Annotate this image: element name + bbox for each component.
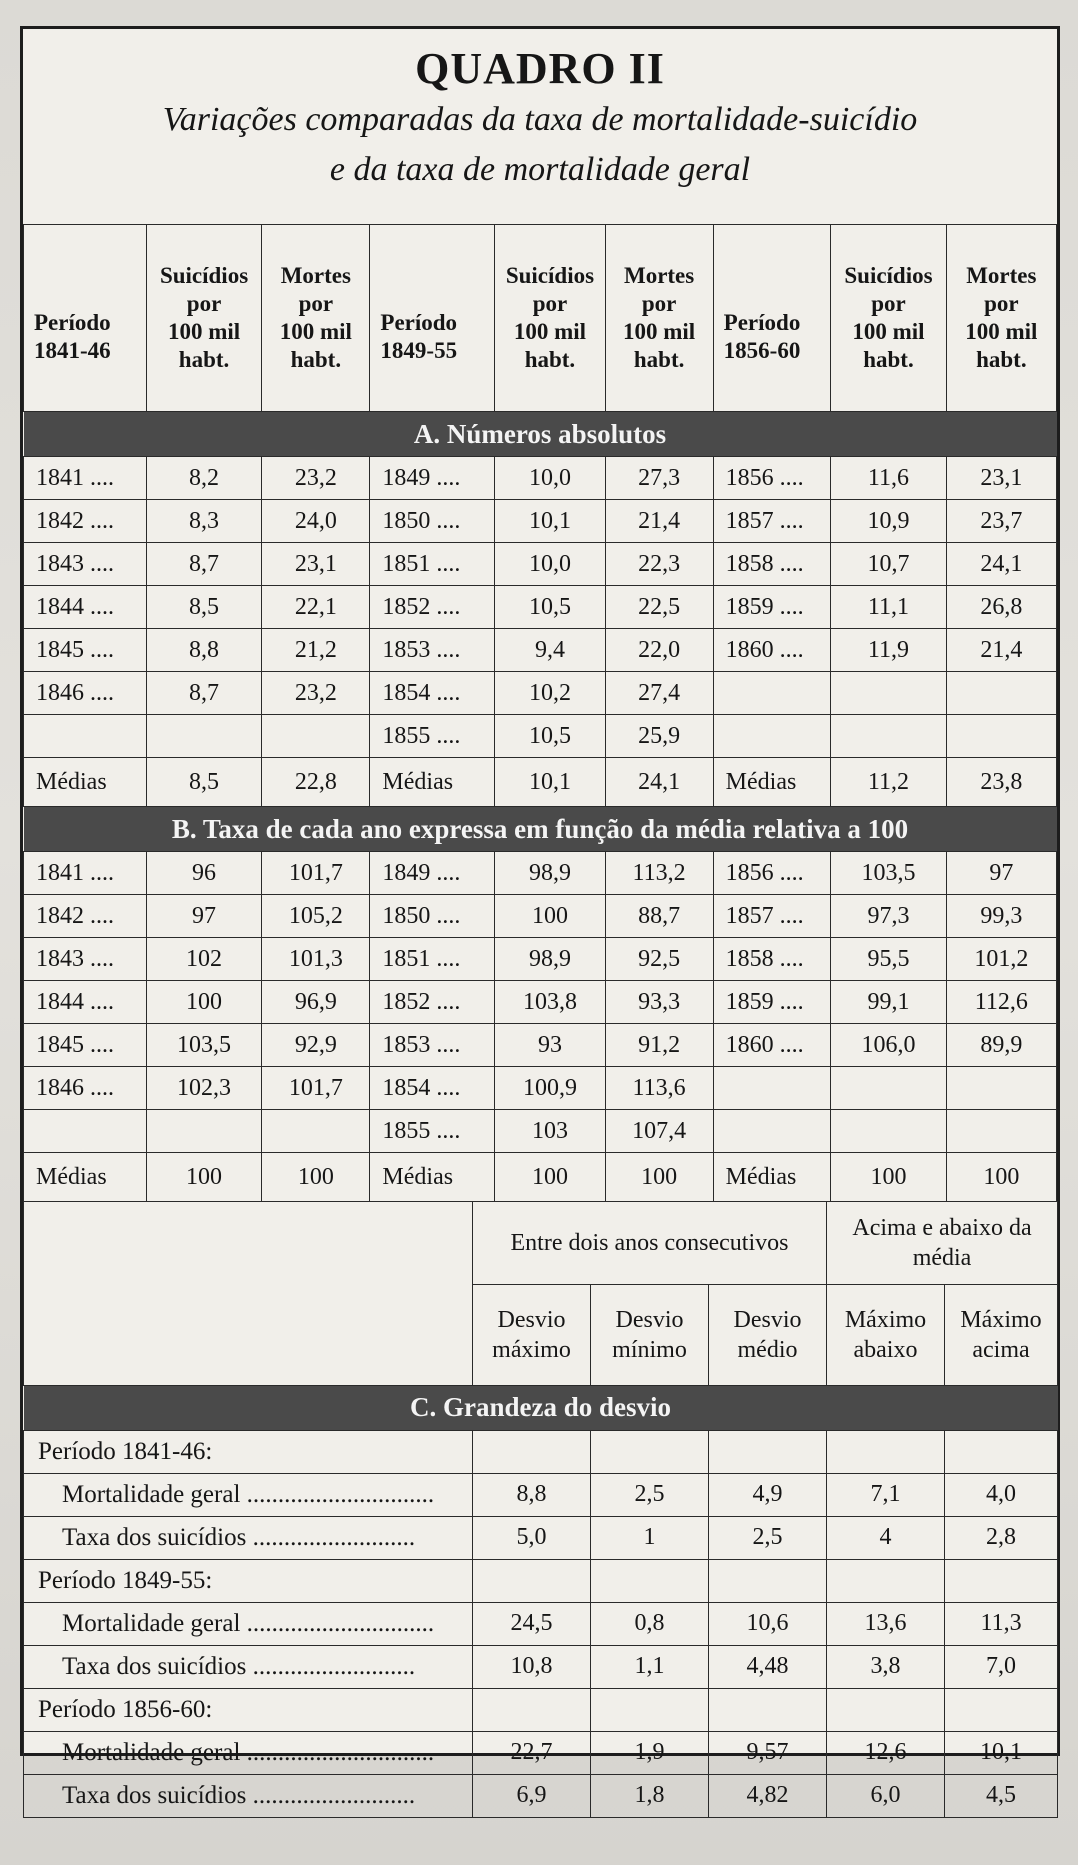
- value-cell: [262, 1110, 370, 1153]
- value-cell: [146, 1110, 261, 1153]
- value-cell: 8,3: [146, 500, 261, 543]
- year-cell: [24, 715, 147, 758]
- value-cell: 10,5: [495, 586, 605, 629]
- title-area: [23, 29, 1057, 224]
- value-cell: 8,7: [146, 672, 261, 715]
- value-cell: 113,6: [605, 1067, 713, 1110]
- value-cell: 10,0: [495, 543, 605, 586]
- value-cell: 88,7: [605, 895, 713, 938]
- value-cell: 113,2: [605, 852, 713, 895]
- value-cell: 93,3: [605, 981, 713, 1024]
- header-period-2: Período 1849-55: [370, 225, 495, 412]
- year-cell: [713, 1110, 831, 1153]
- value-cell: 97,3: [831, 895, 946, 938]
- year-cell: 1846 ....: [24, 1067, 147, 1110]
- year-cell: 1845 ....: [24, 1024, 147, 1067]
- year-cell: 1860 ....: [713, 629, 831, 672]
- deviation-table: [23, 1201, 1058, 1818]
- year-cell: 1855 ....: [370, 1110, 495, 1153]
- value-cell: 95,5: [831, 938, 946, 981]
- value-cell: 10,1: [495, 500, 605, 543]
- deviation-row: [24, 1473, 1058, 1516]
- table-row: [24, 500, 1057, 543]
- value-cell: 24,1: [946, 543, 1056, 586]
- year-cell: 1846 ....: [24, 672, 147, 715]
- table-row: [24, 981, 1057, 1024]
- value-cell: 1,9: [591, 1731, 709, 1774]
- empty-cell: [945, 1559, 1058, 1602]
- empty-cell: [827, 1559, 945, 1602]
- value-cell: 21,4: [946, 629, 1056, 672]
- value-cell: 107,4: [605, 1110, 713, 1153]
- value-cell: 23,8: [946, 758, 1056, 807]
- year-cell: Médias: [370, 758, 495, 807]
- year-cell: 1843 ....: [24, 938, 147, 981]
- year-cell: Médias: [24, 1153, 147, 1202]
- table-c-body: [24, 1430, 1058, 1817]
- c-group-consecutive: Entre dois anos consecutivos: [473, 1201, 827, 1284]
- value-cell: 6,0: [827, 1774, 945, 1817]
- year-cell: 1850 ....: [370, 500, 495, 543]
- value-cell: 24,5: [473, 1602, 591, 1645]
- value-cell: 10,2: [495, 672, 605, 715]
- value-cell: 23,1: [262, 543, 370, 586]
- value-cell: 101,3: [262, 938, 370, 981]
- empty-cell: [945, 1688, 1058, 1731]
- year-cell: 1857 ....: [713, 895, 831, 938]
- value-cell: 102: [146, 938, 261, 981]
- row-label: Taxa dos suicídios ..........................: [24, 1516, 473, 1559]
- year-cell: 1856 ....: [713, 457, 831, 500]
- empty-cell: [709, 1430, 827, 1473]
- year-cell: 1859 ....: [713, 981, 831, 1024]
- header-period-1: Período 1841-46: [24, 225, 147, 412]
- value-cell: 22,5: [605, 586, 713, 629]
- value-cell: 10,1: [945, 1731, 1058, 1774]
- value-cell: 8,5: [146, 586, 261, 629]
- value-cell: 22,7: [473, 1731, 591, 1774]
- value-cell: 112,6: [946, 981, 1056, 1024]
- table-a-body: [24, 457, 1057, 807]
- year-cell: 1857 ....: [713, 500, 831, 543]
- year-cell: Médias: [713, 1153, 831, 1202]
- value-cell: [831, 1067, 946, 1110]
- value-cell: 98,9: [495, 938, 605, 981]
- empty-cell: [827, 1430, 945, 1473]
- value-cell: 2,8: [945, 1516, 1058, 1559]
- row-label: Mortalidade geral ..............................: [24, 1602, 473, 1645]
- deviation-row: [24, 1731, 1058, 1774]
- value-cell: 105,2: [262, 895, 370, 938]
- row-label: Mortalidade geral ..............................: [24, 1731, 473, 1774]
- value-cell: 22,0: [605, 629, 713, 672]
- table-b-body: [24, 852, 1057, 1202]
- header-period-3: Período 1856-60: [713, 225, 831, 412]
- value-cell: 106,0: [831, 1024, 946, 1067]
- value-cell: 92,9: [262, 1024, 370, 1067]
- main-table: [23, 224, 1057, 1202]
- value-cell: 100: [946, 1153, 1056, 1202]
- section-b-title: B. Taxa de cada ano expressa em função da média relativa a 100: [24, 807, 1057, 852]
- value-cell: 4,5: [945, 1774, 1058, 1817]
- table-row: [24, 758, 1057, 807]
- value-cell: 25,9: [605, 715, 713, 758]
- subtitle-line-1: Variações comparadas da taxa de mortalidade-suicídio: [162, 101, 918, 138]
- value-cell: 4,82: [709, 1774, 827, 1817]
- value-cell: 1,8: [591, 1774, 709, 1817]
- year-cell: 1851 ....: [370, 938, 495, 981]
- value-cell: 10,0: [495, 457, 605, 500]
- value-cell: [946, 672, 1056, 715]
- value-cell: 102,3: [146, 1067, 261, 1110]
- value-cell: 13,6: [827, 1602, 945, 1645]
- page-title: QUADRO II: [415, 44, 665, 93]
- c-col-desvio-minimo: Desvio mínimo: [591, 1284, 709, 1385]
- value-cell: 103,5: [831, 852, 946, 895]
- year-cell: [713, 672, 831, 715]
- value-cell: [831, 715, 946, 758]
- value-cell: 103: [495, 1110, 605, 1153]
- period-label: Período 1841-46:: [24, 1430, 473, 1473]
- value-cell: 11,2: [831, 758, 946, 807]
- value-cell: 93: [495, 1024, 605, 1067]
- period-label: Período 1856-60:: [24, 1688, 473, 1731]
- table-row: [24, 629, 1057, 672]
- empty-cell: [591, 1430, 709, 1473]
- c-col-maximo-acima: Máximo acima: [945, 1284, 1058, 1385]
- year-cell: 1842 ....: [24, 895, 147, 938]
- value-cell: 97: [146, 895, 261, 938]
- value-cell: [946, 715, 1056, 758]
- year-cell: 1859 ....: [713, 586, 831, 629]
- value-cell: 23,2: [262, 457, 370, 500]
- period-row: [24, 1688, 1058, 1731]
- value-cell: 100: [495, 895, 605, 938]
- period-label: Período 1849-55:: [24, 1559, 473, 1602]
- value-cell: 100: [146, 1153, 261, 1202]
- value-cell: 10,9: [831, 500, 946, 543]
- value-cell: 8,8: [473, 1473, 591, 1516]
- year-cell: 1855 ....: [370, 715, 495, 758]
- value-cell: 4,48: [709, 1645, 827, 1688]
- table-row: [24, 457, 1057, 500]
- c-col-desvio-medio: Desvio médio: [709, 1284, 827, 1385]
- value-cell: 22,8: [262, 758, 370, 807]
- value-cell: [262, 715, 370, 758]
- year-cell: 1842 ....: [24, 500, 147, 543]
- value-cell: 23,1: [946, 457, 1056, 500]
- value-cell: 27,4: [605, 672, 713, 715]
- value-cell: 9,57: [709, 1731, 827, 1774]
- value-cell: 8,2: [146, 457, 261, 500]
- section-c-title: C. Grandeza do desvio: [24, 1385, 1058, 1430]
- value-cell: 10,5: [495, 715, 605, 758]
- header-suicides-3: Suicídios por 100 mil habt.: [831, 225, 946, 412]
- value-cell: 12,6: [827, 1731, 945, 1774]
- value-cell: 100: [831, 1153, 946, 1202]
- value-cell: 4,9: [709, 1473, 827, 1516]
- value-cell: 101,7: [262, 852, 370, 895]
- header-deaths-1: Mortes por 100 mil habt.: [262, 225, 370, 412]
- deviation-row: [24, 1645, 1058, 1688]
- quadro-frame: [20, 26, 1060, 1809]
- row-label: Taxa dos suicídios ..........................: [24, 1645, 473, 1688]
- value-cell: 11,3: [945, 1602, 1058, 1645]
- value-cell: 2,5: [591, 1473, 709, 1516]
- value-cell: 97: [946, 852, 1056, 895]
- year-cell: 1844 ....: [24, 981, 147, 1024]
- header-row: [24, 225, 1057, 412]
- empty-cell: [945, 1430, 1058, 1473]
- empty-cell: [473, 1430, 591, 1473]
- value-cell: 24,0: [262, 500, 370, 543]
- value-cell: 24,1: [605, 758, 713, 807]
- value-cell: 3,8: [827, 1645, 945, 1688]
- value-cell: 22,3: [605, 543, 713, 586]
- deviation-row: [24, 1774, 1058, 1817]
- value-cell: 23,7: [946, 500, 1056, 543]
- year-cell: [713, 1067, 831, 1110]
- value-cell: 92,5: [605, 938, 713, 981]
- empty-cell: [827, 1688, 945, 1731]
- c-col-maximo-abaixo: Máximo abaixo: [827, 1284, 945, 1385]
- value-cell: [831, 672, 946, 715]
- value-cell: 98,9: [495, 852, 605, 895]
- c-group-average: Acima e abaixo da média: [827, 1201, 1058, 1284]
- table-row: [24, 672, 1057, 715]
- value-cell: 99,1: [831, 981, 946, 1024]
- year-cell: 1852 ....: [370, 586, 495, 629]
- value-cell: 27,3: [605, 457, 713, 500]
- value-cell: 11,9: [831, 629, 946, 672]
- value-cell: [946, 1110, 1056, 1153]
- value-cell: 7,0: [945, 1645, 1058, 1688]
- year-cell: 1854 ....: [370, 672, 495, 715]
- value-cell: 10,1: [495, 758, 605, 807]
- empty-cell: [473, 1559, 591, 1602]
- empty-cell: [709, 1559, 827, 1602]
- year-cell: 1844 ....: [24, 586, 147, 629]
- deviation-row: [24, 1602, 1058, 1645]
- value-cell: 99,3: [946, 895, 1056, 938]
- value-cell: 89,9: [946, 1024, 1056, 1067]
- section-a-title: A. Números absolutos: [24, 412, 1057, 457]
- value-cell: 101,7: [262, 1067, 370, 1110]
- value-cell: [946, 1067, 1056, 1110]
- year-cell: 1856 ....: [713, 852, 831, 895]
- year-cell: 1843 ....: [24, 543, 147, 586]
- value-cell: 2,5: [709, 1516, 827, 1559]
- value-cell: 26,8: [946, 586, 1056, 629]
- value-cell: 103,5: [146, 1024, 261, 1067]
- table-row: [24, 586, 1057, 629]
- value-cell: 11,1: [831, 586, 946, 629]
- table-row: [24, 1024, 1057, 1067]
- period-row: [24, 1559, 1058, 1602]
- year-cell: [24, 1110, 147, 1153]
- year-cell: 1850 ....: [370, 895, 495, 938]
- section-a-band: [24, 412, 1057, 457]
- value-cell: 8,8: [146, 629, 261, 672]
- value-cell: 100: [262, 1153, 370, 1202]
- value-cell: 9,4: [495, 629, 605, 672]
- table-row: [24, 938, 1057, 981]
- value-cell: 10,7: [831, 543, 946, 586]
- c-col-desvio-maximo: Desvio máximo: [473, 1284, 591, 1385]
- value-cell: 5,0: [473, 1516, 591, 1559]
- value-cell: 4,0: [945, 1473, 1058, 1516]
- year-cell: 1849 ....: [370, 852, 495, 895]
- value-cell: 10,6: [709, 1602, 827, 1645]
- header-suicides-2: Suicídios por 100 mil habt.: [495, 225, 605, 412]
- row-label: Mortalidade geral ..............................: [24, 1473, 473, 1516]
- year-cell: 1852 ....: [370, 981, 495, 1024]
- year-cell: 1849 ....: [370, 457, 495, 500]
- value-cell: [146, 715, 261, 758]
- c-group-row: [24, 1201, 1058, 1284]
- value-cell: 91,2: [605, 1024, 713, 1067]
- value-cell: 103,8: [495, 981, 605, 1024]
- header-deaths-2: Mortes por 100 mil habt.: [605, 225, 713, 412]
- empty-cell: [709, 1688, 827, 1731]
- value-cell: 21,2: [262, 629, 370, 672]
- section-b-band: [24, 807, 1057, 852]
- value-cell: 1,1: [591, 1645, 709, 1688]
- empty-cell: [591, 1559, 709, 1602]
- table-row: [24, 1153, 1057, 1202]
- value-cell: 11,6: [831, 457, 946, 500]
- header-suicides-1: Suicídios por 100 mil habt.: [146, 225, 261, 412]
- value-cell: 100: [146, 981, 261, 1024]
- year-cell: 1858 ....: [713, 938, 831, 981]
- value-cell: 7,1: [827, 1473, 945, 1516]
- value-cell: 8,5: [146, 758, 261, 807]
- value-cell: 8,7: [146, 543, 261, 586]
- deviation-row: [24, 1516, 1058, 1559]
- value-cell: 22,1: [262, 586, 370, 629]
- year-cell: [713, 715, 831, 758]
- section-c-band: [24, 1385, 1058, 1430]
- header-deaths-3: Mortes por 100 mil habt.: [946, 225, 1056, 412]
- period-row: [24, 1430, 1058, 1473]
- value-cell: 101,2: [946, 938, 1056, 981]
- year-cell: 1860 ....: [713, 1024, 831, 1067]
- value-cell: 100: [605, 1153, 713, 1202]
- table-row: [24, 1067, 1057, 1110]
- c-empty-cell: [24, 1201, 473, 1385]
- value-cell: 100: [495, 1153, 605, 1202]
- year-cell: Médias: [713, 758, 831, 807]
- year-cell: 1845 ....: [24, 629, 147, 672]
- empty-cell: [591, 1688, 709, 1731]
- subtitle-line-2: e da taxa de mortalidade geral: [329, 151, 751, 188]
- value-cell: 1: [591, 1516, 709, 1559]
- value-cell: 6,9: [473, 1774, 591, 1817]
- value-cell: 21,4: [605, 500, 713, 543]
- table-row: [24, 852, 1057, 895]
- value-cell: 10,8: [473, 1645, 591, 1688]
- table-row: [24, 543, 1057, 586]
- value-cell: 96: [146, 852, 261, 895]
- value-cell: 96,9: [262, 981, 370, 1024]
- value-cell: 4: [827, 1516, 945, 1559]
- year-cell: 1853 ....: [370, 629, 495, 672]
- year-cell: 1851 ....: [370, 543, 495, 586]
- value-cell: [831, 1110, 946, 1153]
- value-cell: 23,2: [262, 672, 370, 715]
- year-cell: Médias: [370, 1153, 495, 1202]
- year-cell: 1841 ....: [24, 457, 147, 500]
- table-row: [24, 715, 1057, 758]
- year-cell: Médias: [24, 758, 147, 807]
- year-cell: 1841 ....: [24, 852, 147, 895]
- table-row: [24, 1110, 1057, 1153]
- empty-cell: [473, 1688, 591, 1731]
- value-cell: 100,9: [495, 1067, 605, 1110]
- table-row: [24, 895, 1057, 938]
- year-cell: 1858 ....: [713, 543, 831, 586]
- value-cell: 0,8: [591, 1602, 709, 1645]
- row-label: Taxa dos suicídios ..........................: [24, 1774, 473, 1817]
- year-cell: 1854 ....: [370, 1067, 495, 1110]
- year-cell: 1853 ....: [370, 1024, 495, 1067]
